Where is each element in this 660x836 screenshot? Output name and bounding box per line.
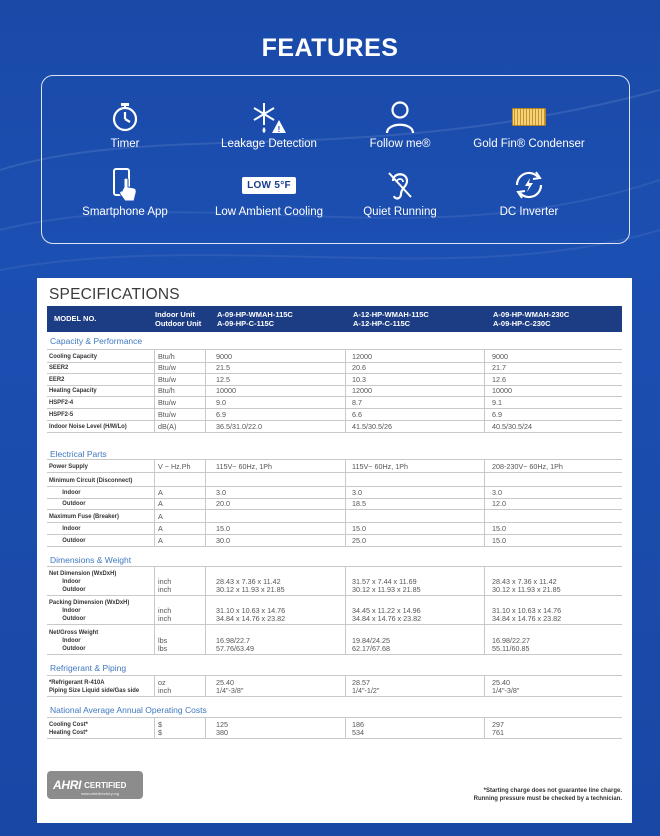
column-divider bbox=[484, 717, 485, 738]
spec-value: 34.45 x 11.22 x 14.96 bbox=[352, 606, 421, 615]
spec-unit: A bbox=[158, 524, 163, 533]
spec-unit: inch bbox=[158, 585, 172, 594]
row-divider bbox=[47, 498, 622, 499]
row-divider bbox=[47, 534, 622, 535]
spec-row-label: Indoor bbox=[62, 489, 81, 496]
spec-value: 21.7 bbox=[492, 363, 506, 372]
spec-row-label: Net/Gross Weight bbox=[49, 629, 99, 636]
spec-row-label: *Refrigerant R-410A bbox=[49, 679, 105, 686]
feature-smartphone-app bbox=[50, 166, 200, 218]
column-divider bbox=[154, 675, 155, 696]
spec-value: 18.5 bbox=[352, 499, 366, 508]
column-divider bbox=[345, 349, 346, 432]
spec-unit: $ bbox=[158, 728, 162, 737]
spec-row-label: Outdoor bbox=[62, 500, 86, 507]
row-divider bbox=[47, 675, 622, 676]
feature-low-ambient bbox=[194, 166, 344, 218]
section-title: Capacity & Performance bbox=[50, 336, 143, 346]
spec-row-sublabel: Outdoor bbox=[62, 645, 86, 652]
spec-value: 1/4"-3/8" bbox=[216, 686, 244, 695]
spec-value: 3.0 bbox=[352, 488, 362, 497]
header-model-3-indoor: A-09-HP-WMAH-230C bbox=[493, 310, 570, 319]
spec-row-sublabel: Piping Size Liquid side/Gas side bbox=[49, 687, 140, 694]
spec-row-label: EER2 bbox=[49, 376, 65, 383]
spec-unit: V ~ Hz.Ph bbox=[158, 462, 191, 471]
spec-unit: Btu/h bbox=[158, 352, 175, 361]
spec-unit: inch bbox=[158, 577, 172, 586]
header-model-3-outdoor: A-09-HP-C-230C bbox=[493, 319, 551, 328]
low-temp-badge: LOW 5°F bbox=[242, 177, 296, 194]
column-divider bbox=[205, 349, 206, 432]
svg-text:!: ! bbox=[277, 125, 281, 134]
spec-value: 115V~ 60Hz, 1Ph bbox=[352, 462, 409, 471]
spec-value: 19.84/24.25 bbox=[352, 636, 390, 645]
row-divider bbox=[47, 696, 622, 697]
spec-row-label: Packing Dimension (WxDxH) bbox=[49, 599, 130, 606]
spec-row-label: Heating Capacity bbox=[49, 387, 97, 394]
column-divider bbox=[345, 566, 346, 654]
spec-value: 8.7 bbox=[352, 398, 362, 407]
spec-value: 15.0 bbox=[492, 536, 506, 545]
spec-value: 12000 bbox=[352, 352, 372, 361]
smartphone-app-icon bbox=[50, 166, 200, 204]
spec-unit: $ bbox=[158, 720, 162, 729]
spec-unit: dB(A) bbox=[158, 422, 177, 431]
header-outdoor: Outdoor Unit bbox=[155, 319, 202, 328]
feature-gold-fin bbox=[454, 98, 604, 150]
spec-unit: lbs bbox=[158, 644, 168, 653]
spec-value: 10.3 bbox=[352, 375, 366, 384]
feature-label: Gold Fin® Condenser bbox=[473, 138, 585, 150]
column-divider bbox=[345, 717, 346, 738]
starting-charge-note: *Starting charge does not guarantee line charge. Running pressure must be checked by a technician. bbox=[473, 788, 622, 802]
feature-label: Timer bbox=[110, 138, 140, 150]
spec-value: 40.5/30.5/24 bbox=[492, 422, 532, 431]
spec-row-sublabel: Heating Cost* bbox=[49, 729, 88, 736]
spec-row-label: Power Supply bbox=[49, 463, 88, 470]
features-title: FEATURES bbox=[261, 34, 399, 62]
low-ambient-icon bbox=[194, 166, 344, 204]
section-title: Refrigerant & Piping bbox=[50, 663, 127, 673]
spec-value: 21.5 bbox=[216, 363, 230, 372]
row-divider bbox=[47, 522, 622, 523]
spec-value: 15.0 bbox=[352, 524, 366, 533]
spec-unit: oz bbox=[158, 678, 166, 687]
spec-value: 20.6 bbox=[352, 363, 366, 372]
spec-value: 534 bbox=[352, 728, 364, 737]
column-divider bbox=[484, 349, 485, 432]
column-divider bbox=[345, 675, 346, 696]
spec-unit: inch bbox=[158, 606, 172, 615]
spec-value: 208-230V~ 60Hz, 1Ph bbox=[492, 462, 563, 471]
spec-value: 761 bbox=[492, 728, 504, 737]
spec-value: 28.43 x 7.36 x 11.42 bbox=[492, 577, 557, 586]
spec-value: 380 bbox=[216, 728, 228, 737]
spec-row-sublabel: Indoor bbox=[62, 607, 81, 614]
spec-value: 9000 bbox=[216, 352, 232, 361]
column-divider bbox=[484, 459, 485, 546]
specifications-panel bbox=[37, 278, 632, 823]
row-divider bbox=[47, 624, 622, 625]
leakage-detection-icon bbox=[194, 98, 344, 136]
timer-icon bbox=[50, 98, 200, 136]
row-divider bbox=[47, 717, 622, 718]
spec-unit: A bbox=[158, 499, 163, 508]
spec-value: 10000 bbox=[492, 386, 512, 395]
spec-value: 9000 bbox=[492, 352, 508, 361]
spec-value: 25.40 bbox=[216, 678, 234, 687]
column-divider bbox=[205, 459, 206, 546]
spec-row-sublabel: Indoor bbox=[62, 637, 81, 644]
spec-unit: Btu/w bbox=[158, 398, 176, 407]
feature-label: Quiet Running bbox=[363, 206, 437, 218]
header-model-2-outdoor: A-12-HP-C-115C bbox=[353, 319, 411, 328]
row-divider bbox=[47, 738, 622, 739]
spec-row-label: Cooling Capacity bbox=[49, 353, 98, 360]
spec-value: 57.76/63.49 bbox=[216, 644, 254, 653]
column-divider bbox=[484, 675, 485, 696]
follow-me-icon bbox=[325, 98, 475, 136]
spec-value: 41.5/30.5/26 bbox=[352, 422, 392, 431]
feature-quiet-running bbox=[325, 166, 475, 218]
header-model-no: MODEL NO. bbox=[54, 314, 97, 323]
spec-value: 34.84 x 14.76 x 23.82 bbox=[216, 614, 286, 623]
spec-value: 28.57 bbox=[352, 678, 370, 687]
spec-row-sublabel: Indoor bbox=[62, 578, 81, 585]
spec-value: 20.0 bbox=[216, 499, 230, 508]
header-model-1-indoor: A-09-HP-WMAH-115C bbox=[217, 310, 293, 319]
row-divider bbox=[47, 509, 622, 510]
spec-value: 36.5/31.0/22.0 bbox=[216, 422, 262, 431]
spec-value: 30.12 x 11.93 x 21.85 bbox=[216, 585, 285, 594]
spec-value: 28.43 x 7.36 x 11.42 bbox=[216, 577, 281, 586]
spec-unit: Btu/w bbox=[158, 375, 176, 384]
row-divider bbox=[47, 566, 622, 567]
section-title: National Average Annual Operating Costs bbox=[50, 705, 207, 715]
features-panel bbox=[41, 75, 630, 244]
spec-value: 6.9 bbox=[216, 410, 226, 419]
spec-value: 55.11/60.85 bbox=[492, 644, 530, 653]
spec-value: 31.10 x 10.63 x 14.76 bbox=[216, 606, 286, 615]
gold-fin-icon bbox=[454, 98, 604, 136]
spec-table-header bbox=[47, 306, 622, 332]
spec-row-label: Maximum Fuse (Breaker) bbox=[49, 513, 119, 520]
spec-row-label: Net Dimension (WxDxH) bbox=[49, 570, 117, 577]
spec-unit: A bbox=[158, 536, 163, 545]
spec-value: 25.0 bbox=[352, 536, 366, 545]
spec-unit: A bbox=[158, 488, 163, 497]
ahri-certified-logo: AHRI CERTIFIED www.ahridirectory.org bbox=[47, 771, 143, 799]
spec-unit: A bbox=[158, 512, 163, 521]
spec-value: 12.6 bbox=[492, 375, 506, 384]
row-divider bbox=[47, 385, 622, 386]
ahri-data-note: *Data provided by AHRI bbox=[50, 810, 124, 817]
row-divider bbox=[47, 373, 622, 374]
row-divider bbox=[47, 595, 622, 596]
spec-row-label: HSPF2-5 bbox=[49, 411, 74, 418]
spec-value: 30.0 bbox=[216, 536, 230, 545]
spec-row-label: SEER2 bbox=[49, 364, 69, 371]
spec-value: 1/4"-1/2" bbox=[352, 686, 380, 695]
column-divider bbox=[484, 566, 485, 654]
column-divider bbox=[205, 566, 206, 654]
spec-value: 186 bbox=[352, 720, 364, 729]
spec-value: 12.0 bbox=[492, 499, 506, 508]
spec-value: 6.9 bbox=[492, 410, 502, 419]
column-divider bbox=[205, 717, 206, 738]
spec-value: 297 bbox=[492, 720, 504, 729]
spec-row-label: Indoor Noise Level (H/M/Lo) bbox=[49, 423, 127, 430]
spec-unit: lbs bbox=[158, 636, 168, 645]
header-model-1-outdoor: A-09-HP-C-115C bbox=[217, 319, 275, 328]
spec-value: 3.0 bbox=[216, 488, 226, 497]
row-divider bbox=[47, 349, 622, 350]
feature-label: Low Ambient Cooling bbox=[214, 206, 324, 218]
row-divider bbox=[47, 546, 622, 547]
row-divider bbox=[47, 459, 622, 460]
spec-row-label: Minimum Circuit (Disconnect) bbox=[49, 477, 133, 484]
header-model-2-indoor: A-12-HP-WMAH-115C bbox=[353, 310, 429, 319]
spec-value: 1/4"-3/8" bbox=[492, 686, 520, 695]
spec-value: 12000 bbox=[352, 386, 372, 395]
feature-leakage-detection bbox=[194, 98, 344, 150]
spec-unit: inch bbox=[158, 614, 172, 623]
spec-value: 6.6 bbox=[352, 410, 362, 419]
spec-value: 34.84 x 14.76 x 23.82 bbox=[352, 614, 422, 623]
spec-unit: Btu/w bbox=[158, 363, 176, 372]
spec-row-label: Indoor bbox=[62, 525, 81, 532]
row-divider bbox=[47, 420, 622, 421]
feature-label: Follow me® bbox=[369, 138, 431, 150]
spec-row-label: HSPF2-4 bbox=[49, 399, 74, 406]
column-divider bbox=[345, 459, 346, 546]
spec-value: 31.57 x 7.44 x 11.69 bbox=[352, 577, 417, 586]
row-divider bbox=[47, 432, 622, 433]
spec-value: 30.12 x 11.93 x 21.85 bbox=[352, 585, 421, 594]
section-title: Dimensions & Weight bbox=[50, 555, 132, 565]
spec-value: 10000 bbox=[216, 386, 236, 395]
column-divider bbox=[154, 566, 155, 654]
feature-follow-me bbox=[325, 98, 475, 150]
spec-value: 12.5 bbox=[216, 375, 230, 384]
row-divider bbox=[47, 396, 622, 397]
specifications-title: SPECIFICATIONS bbox=[49, 286, 180, 303]
section-title: Electrical Parts bbox=[50, 449, 107, 459]
spec-value: 34.84 x 14.76 x 23.82 bbox=[492, 614, 562, 623]
spec-value: 62.17/67.68 bbox=[352, 644, 390, 653]
spec-value: 31.10 x 10.63 x 14.76 bbox=[492, 606, 562, 615]
spec-unit: Btu/w bbox=[158, 410, 176, 419]
spec-unit: Btu/h bbox=[158, 386, 175, 395]
spec-value: 25.40 bbox=[492, 678, 510, 687]
quiet-running-icon bbox=[325, 166, 475, 204]
spec-row-sublabel: Outdoor bbox=[62, 586, 86, 593]
spec-value: 125 bbox=[216, 720, 228, 729]
feature-label: DC Inverter bbox=[499, 206, 559, 218]
row-divider bbox=[47, 472, 622, 473]
spec-value: 115V~ 60Hz, 1Ph bbox=[216, 462, 273, 471]
spec-row-sublabel: Outdoor bbox=[62, 615, 86, 622]
feature-label: Leakage Detection bbox=[221, 138, 317, 150]
row-divider bbox=[47, 362, 622, 363]
spec-value: 9.1 bbox=[492, 398, 502, 407]
column-divider bbox=[154, 717, 155, 738]
spec-unit: inch bbox=[158, 686, 172, 695]
row-divider bbox=[47, 408, 622, 409]
dc-inverter-icon bbox=[454, 166, 604, 204]
spec-value: 16.98/22.27 bbox=[492, 636, 530, 645]
header-indoor: Indoor Unit bbox=[155, 310, 195, 319]
row-divider bbox=[47, 654, 622, 655]
row-divider bbox=[47, 486, 622, 487]
column-divider bbox=[154, 349, 155, 432]
spec-value: 15.0 bbox=[492, 524, 506, 533]
spec-row-label: Outdoor bbox=[62, 537, 86, 544]
column-divider bbox=[205, 675, 206, 696]
spec-value: 9.0 bbox=[216, 398, 226, 407]
spec-value: 15.0 bbox=[216, 524, 230, 533]
feature-timer bbox=[50, 98, 200, 150]
column-divider bbox=[154, 459, 155, 546]
spec-value: 3.0 bbox=[492, 488, 502, 497]
spec-row-label: Cooling Cost* bbox=[49, 721, 88, 728]
feature-label: Smartphone App bbox=[82, 206, 168, 218]
spec-value: 16.98/22.7 bbox=[216, 636, 250, 645]
spec-value: 30.12 x 11.93 x 21.85 bbox=[492, 585, 561, 594]
feature-dc-inverter bbox=[454, 166, 604, 218]
